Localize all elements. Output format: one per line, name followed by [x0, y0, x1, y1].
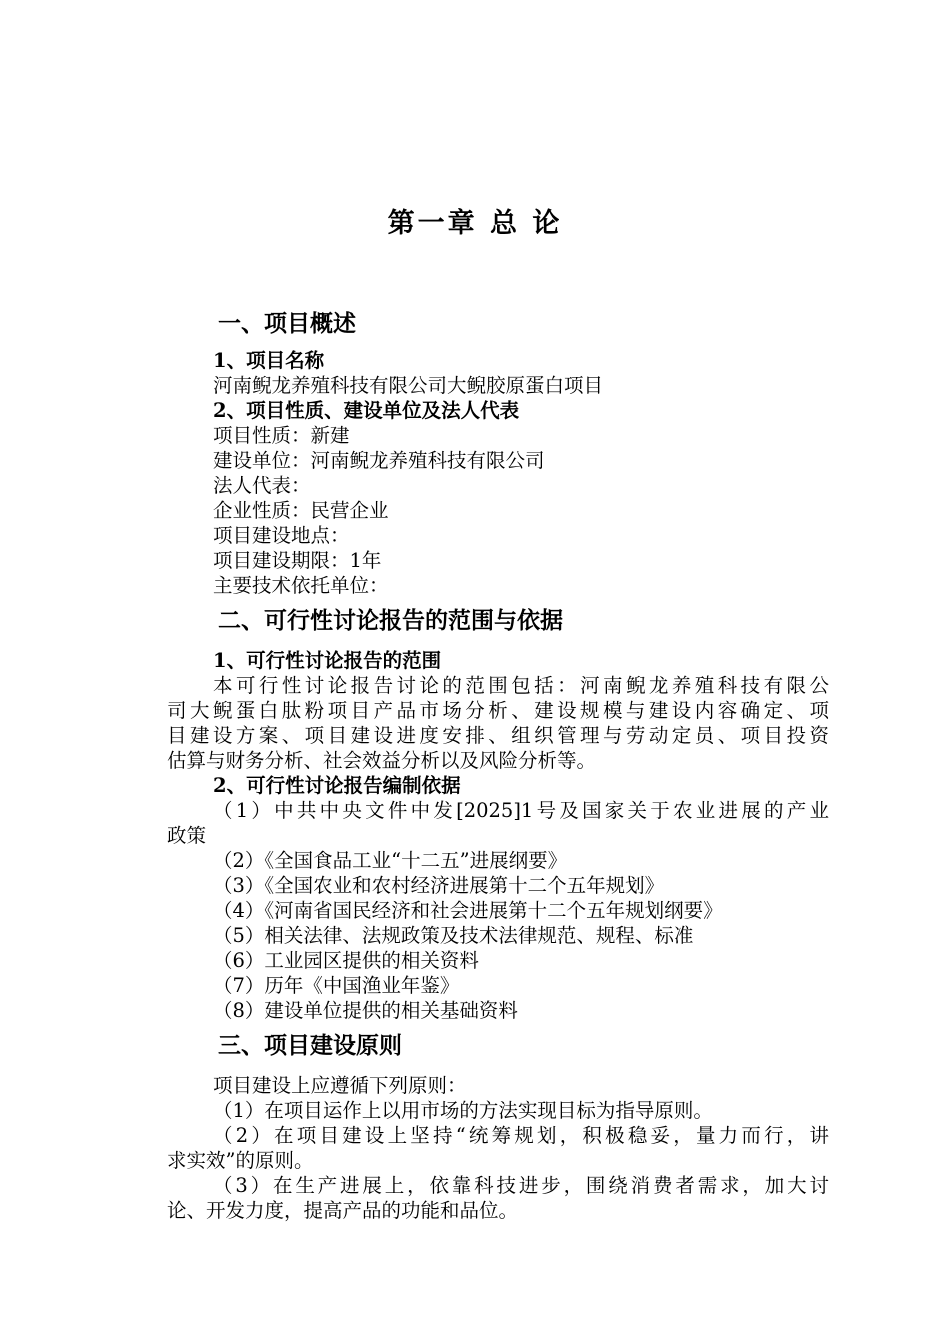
section-1-heading: 一、项目概述 — [218, 310, 356, 337]
scope-paragraph-line: 司大鲵蛋白肽粉项目产品市场分析、建设规模与建设内容确定、项 — [167, 699, 829, 722]
field-construction-period: 项目建设期限：1年 — [213, 549, 382, 572]
field-technical-support-unit: 主要技术依托单位： — [213, 574, 389, 597]
principle-item-1: （1）在项目运作上以用市场的方法实现目标为指导原则。 — [213, 1099, 713, 1122]
basis-item: （3）《全国农业和农村经济进展第十二个五年规划》 — [213, 874, 665, 897]
subsection-2-1-heading: 1、可行性讨论报告的范围 — [213, 649, 442, 672]
principle-item-3-line: 论、开发力度，提高产品的功能和品位。 — [167, 1199, 519, 1222]
basis-item: （5）相关法律、法规政策及技术法律规范、规程、标准 — [213, 924, 694, 947]
section-2-heading: 二、可行性讨论报告的范围与依据 — [218, 607, 563, 634]
field-construction-site: 项目建设地点： — [213, 524, 350, 547]
basis-item: （7）历年《中国渔业年鉴》 — [213, 974, 460, 997]
chapter-title: 第一章 总 论 — [387, 208, 563, 239]
field-project-nature: 项目性质：新建 — [213, 424, 350, 447]
field-construction-unit: 建设单位：河南鲵龙养殖科技有限公司 — [213, 449, 545, 472]
principles-intro: 项目建设上应遵循下列原则： — [213, 1074, 467, 1097]
principle-item-3-line: （3）在生产进展上，依靠科技进步，围绕消费者需求，加大讨 — [213, 1174, 829, 1197]
field-legal-representative: 法人代表： — [213, 474, 311, 497]
basis-item-1-line: （1）中共中央文件中发[2025]1号及国家关于农业进展的产业 — [213, 799, 829, 822]
scope-paragraph-line: 估算与财务分析、社会效益分析以及风险分析等。 — [167, 749, 597, 772]
basis-item: （8）建设单位提供的相关基础资料 — [213, 999, 518, 1022]
section-3-heading: 三、项目建设原则 — [218, 1032, 402, 1059]
subsection-1-2-heading: 2、项目性质、建设单位及法人代表 — [213, 399, 520, 422]
subsection-1-1-heading: 1、项目名称 — [213, 349, 325, 372]
basis-item: （6）工业园区提供的相关资料 — [213, 949, 479, 972]
basis-item: （4）《河南省国民经济和社会进展第十二个五年规划纲要》 — [213, 899, 723, 922]
subsection-2-2-heading: 2、可行性讨论报告编制依据 — [213, 774, 461, 797]
basis-item-1-line: 政策 — [167, 824, 207, 847]
scope-paragraph-line: 本可行性讨论报告讨论的范围包括：河南鲵龙养殖科技有限公 — [213, 674, 829, 697]
field-enterprise-nature: 企业性质：民营企业 — [213, 499, 389, 522]
scope-paragraph-line: 目建设方案、项目建设进度安排、组织管理与劳动定员、项目投资 — [167, 724, 829, 747]
principle-item-2-line: 求实效”的原则。 — [167, 1149, 314, 1172]
principle-item-2-line: （2）在项目建设上坚持“统筹规划，积极稳妥，量力而行，讲 — [213, 1124, 829, 1147]
project-name-text: 河南鲵龙养殖科技有限公司大鲵胶原蛋白项目 — [213, 374, 604, 397]
basis-item: （2）《全国食品工业“十二五”进展纲要》 — [213, 849, 568, 872]
